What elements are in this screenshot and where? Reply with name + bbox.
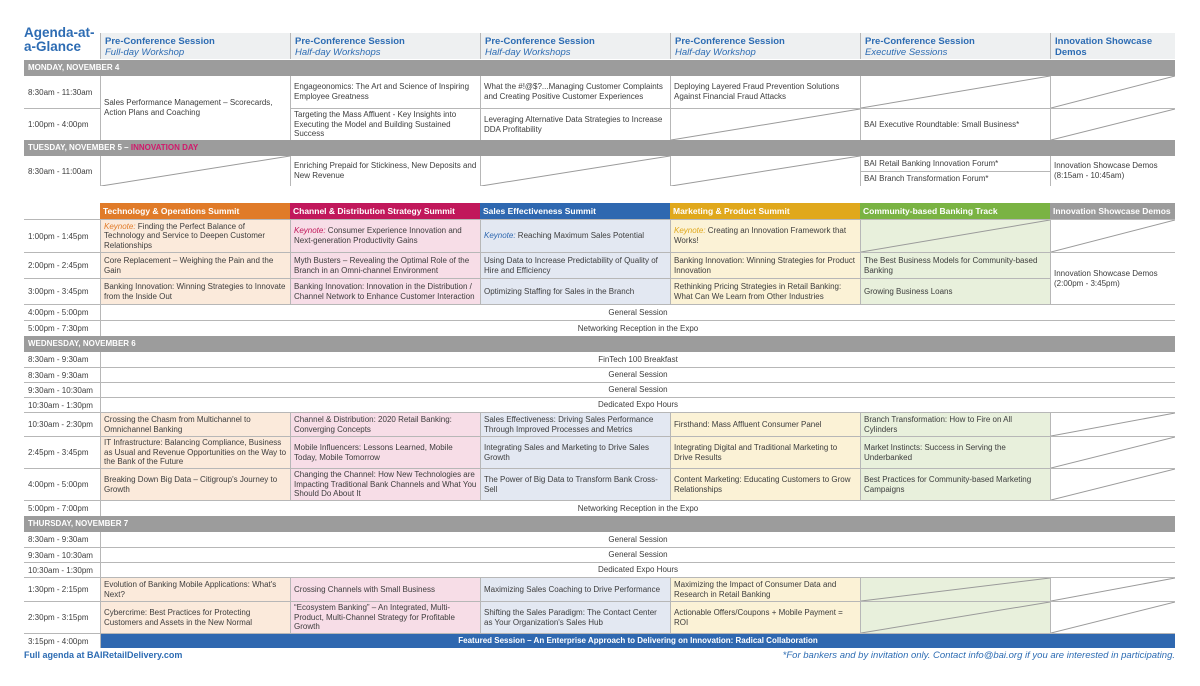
schedule-row [24, 562, 1175, 577]
diagonal-slash [861, 602, 1050, 633]
time-slot: 8:30am - 9:30am [24, 368, 101, 382]
schedule-row [24, 547, 1175, 562]
empty-cell [1051, 437, 1175, 468]
session-cell: Integrating Sales and Marketing to Drive Sales Growth [481, 437, 671, 468]
summit-header: Marketing & Product Summit [670, 203, 860, 219]
day-label: TUESDAY, NOVEMBER 5 – [28, 143, 131, 152]
session-cell: Banking Innovation: Winning Strategies to Innovate from the Inside Out [101, 279, 291, 304]
session-cell: Rethinking Pricing Strategies in Retail Banking: What Can We Learn from Other Industries [671, 279, 861, 304]
plenary-cell: Dedicated Expo Hours [597, 565, 679, 575]
pre-header-title: Innovation Showcase Demos [1055, 36, 1153, 58]
empty-cell [1051, 76, 1175, 108]
plenary-cell: General Session [608, 550, 668, 560]
empty-cell [481, 156, 671, 186]
session-cell: Branch Transformation: How to Fire on All Cylinders [861, 413, 1051, 436]
schedule-row [24, 500, 1175, 516]
plenary-cell: Networking Reception in the Expo [577, 503, 699, 513]
empty-cell [1051, 220, 1175, 252]
empty-cell [861, 220, 1051, 252]
summit-header-row [100, 203, 1175, 219]
schedule-row [24, 532, 1175, 547]
day-header-thursday: THURSDAY, NOVEMBER 7 [24, 516, 1175, 532]
plenary-cell: General Session [608, 370, 668, 380]
diagonal-slash [1051, 76, 1175, 108]
session-text: Creating an Innovation Framework that Works! [674, 226, 847, 245]
empty-cell [1051, 578, 1175, 601]
pre-header-col [290, 33, 480, 59]
time-slot: 8:30am - 9:30am [24, 352, 101, 367]
session-text: Finding the Perfect Balance of Technology and Service to Deepen Customer Relationships [104, 221, 265, 250]
session-cell: BAI Retail Banking Innovation Forum* [864, 158, 999, 168]
session-cell: What the #!@$?...Managing Customer Complaints and Creating Positive Customer Experiences [481, 76, 671, 108]
schedule-row [24, 436, 1175, 468]
time-slot: 3:00pm - 3:45pm [24, 279, 101, 304]
schedule-row [24, 397, 1175, 412]
diagonal-slash [1051, 413, 1175, 436]
schedule-row [24, 278, 1051, 304]
time-slot: 8:30am - 9:30am [24, 532, 101, 547]
time-slot: 5:00pm - 7:00pm [24, 501, 101, 516]
time-slot: 10:30am - 1:30pm [24, 398, 101, 412]
empty-cell [101, 156, 291, 186]
pre-header-title: Pre-Conference Session [105, 36, 215, 47]
session-cell: Targeting the Mass Affluent - Key Insights into Executing the Model and Building Sustained Success [291, 109, 481, 140]
session-cell: Core Replacement – Weighing the Pain and the Gain [101, 253, 291, 278]
plenary-cell: Dedicated Expo Hours [597, 400, 679, 410]
diagonal-slash [861, 220, 1050, 252]
time-slot: 8:30am - 11:30am [24, 76, 101, 108]
diagonal-slash [1051, 578, 1175, 601]
diagonal-slash [1051, 220, 1175, 252]
summit-header: Technology & Operations Summit [100, 203, 290, 219]
diagonal-slash [1051, 437, 1175, 468]
diagonal-slash [1051, 602, 1175, 633]
pre-conference-header-row [100, 33, 1175, 59]
day-header-monday: MONDAY, NOVEMBER 4 [24, 60, 1175, 76]
diagonal-slash [671, 156, 860, 186]
session-text: Reaching Maximum Sales Potential [515, 231, 645, 241]
empty-cell [1051, 602, 1175, 633]
session-cell: BAI Executive Roundtable: Small Business* [861, 109, 1051, 140]
session-cell: Optimizing Staffing for Sales in the Branch [481, 279, 671, 304]
pre-header-col [860, 33, 1050, 59]
day-header-wednesday: WEDNESDAY, NOVEMBER 6 [24, 336, 1175, 352]
session-cell: Engageonomics: The Art and Science of Inspiring Employee Greatness [291, 76, 481, 108]
session-cell: Deploying Layered Fraud Prevention Solutions Against Financial Fraud Attacks [671, 76, 861, 108]
footer-note: *For bankers and by invitation only. Contact info@bai.org if you are interested in participating. [782, 650, 1175, 661]
schedule-row [24, 412, 1175, 436]
session-cell: Myth Busters – Revealing the Optimal Role of the Branch in an Omni-channel Environment [291, 253, 481, 278]
session-cell: Banking Innovation: Innovation in the Distribution / Channel Network to Enhance Customer Interaction [291, 279, 481, 304]
plenary-cell: General Session [608, 307, 668, 317]
empty-cell [1051, 469, 1175, 500]
diagonal-slash [1051, 109, 1175, 140]
schedule-row [24, 367, 1175, 382]
session-cell: Enriching Prepaid for Stickiness, New Deposits and New Revenue [291, 156, 481, 186]
time-slot: 9:30am - 10:30am [24, 548, 101, 562]
schedule-row [24, 304, 1175, 320]
diagonal-slash [101, 156, 290, 186]
schedule-row [24, 577, 1175, 601]
session-cell: Breaking Down Big Data – Citigroup's Journey to Growth [101, 469, 291, 500]
time-slot: 2:00pm - 2:45pm [24, 253, 101, 278]
plenary-cell: General Session [608, 385, 668, 395]
pre-header-title: Pre-Conference Session [675, 36, 785, 47]
pre-header-title: Pre-Conference Session [865, 36, 975, 47]
time-slot: 5:00pm - 7:30pm [24, 321, 101, 336]
session-cell: Banking Innovation: Winning Strategies for Product Innovation [671, 253, 861, 278]
schedule-row [24, 352, 1175, 367]
session-cell: Best Practices for Community-based Marketing Campaigns [861, 469, 1051, 500]
session-cell: Leveraging Alternative Data Strategies to Increase DDA Profitability [481, 109, 671, 140]
schedule-row [24, 382, 1175, 397]
pre-header-subtitle: Executive Sessions [865, 47, 948, 58]
time-slot: 8:30am - 11:00am [24, 156, 101, 186]
time-slot: 3:15pm - 4:00pm [24, 634, 101, 648]
session-cell: Growing Business Loans [861, 279, 1051, 304]
tuesday-am-row [24, 156, 1175, 186]
session-cell: Changing the Channel: How New Technologies are Impacting Traditional Bank Channels and What You Should Do About It [291, 469, 481, 500]
time-slot: 10:30am - 1:30pm [24, 563, 101, 577]
plenary-cell: FinTech 100 Breakfast [598, 354, 678, 364]
session-cell: Using Data to Increase Predictability of Quality of Hire and Efficiency [481, 253, 671, 278]
session-cell: The Best Business Models for Community-based Banking [861, 253, 1051, 278]
session-cell: Maximizing the Impact of Consumer Data and Research in Retail Banking [671, 578, 861, 601]
session-cell: Crossing the Chasm from Multichannel to Omnichannel Banking [101, 413, 291, 436]
session-cell: Cybercrime: Best Practices for Protecting Customers and Assets in the New Normal [101, 602, 291, 633]
pre-header-subtitle: Half-day Workshop [675, 47, 756, 58]
time-slot: 10:30am - 2:30pm [24, 413, 101, 436]
schedule-row [24, 253, 1051, 278]
plenary-cell: General Session [608, 534, 668, 544]
session-cell: Sales Effectiveness: Driving Sales Performance Through Improved Processes and Metrics [481, 413, 671, 436]
schedule-row [24, 601, 1175, 633]
diagonal-slash [861, 578, 1050, 601]
pre-header-subtitle: Half-day Workshops [295, 47, 381, 58]
time-slot: 1:30pm - 2:15pm [24, 578, 101, 601]
innovation-day-label: INNOVATION DAY [130, 143, 199, 152]
diagonal-slash [481, 156, 670, 186]
session-cell: IT Infrastructure: Balancing Compliance, Business as Usual and Revenue Opportunities on the Way to the Bank of the Future [101, 437, 291, 468]
summit-grid [24, 219, 1175, 648]
diagonal-slash [1051, 469, 1175, 500]
day-header-tuesday [24, 140, 1175, 156]
empty-cell [671, 109, 861, 140]
session-cell [291, 220, 481, 252]
featured-session-cell: Featured Session – An Enterprise Approach to Delivering on Innovation: Radical Collaboration [101, 634, 1175, 648]
session-cell: Innovation Showcase Demos (2:00pm - 3:45pm) [1054, 268, 1158, 288]
pre-header-title: Pre-Conference Session [295, 36, 405, 47]
empty-cell [1051, 413, 1175, 436]
session-cell: Sales Performance Management – Scorecards, Action Plans and Coaching [101, 76, 291, 140]
session-cell: Content Marketing: Educating Customers to Grow Relationships [671, 469, 861, 500]
session-cell: Actionable Offers/Coupons + Mobile Payment = ROI [671, 602, 861, 633]
session-cell: Market Instincts: Success in Serving the Underbanked [861, 437, 1051, 468]
pre-header-col [670, 33, 860, 59]
time-slot: 2:30pm - 3:15pm [24, 602, 101, 633]
schedule-row [24, 468, 1175, 500]
empty-cell [861, 602, 1051, 633]
keynote-label: Keynote: [104, 221, 136, 231]
diagonal-slash [861, 76, 1050, 108]
session-cell: Evolution of Banking Mobile Applications: What's Next? [101, 578, 291, 601]
session-cell [101, 220, 291, 252]
time-slot: 1:00pm - 4:00pm [24, 108, 101, 140]
session-cell: “Ecosystem Banking” – An Integrated, Multi-Product, Multi-Channel Strategy for Profitable Growth [291, 602, 481, 633]
summit-header: Channel & Distribution Strategy Summit [290, 203, 480, 219]
keynote-label: Keynote: [674, 226, 706, 236]
empty-cell [1051, 109, 1175, 140]
schedule-block [24, 252, 1175, 304]
keynote-label: Keynote: [484, 231, 516, 241]
pre-header-col [100, 33, 290, 59]
summit-header: Community-based Banking Track [860, 203, 1050, 219]
session-cell: Crossing Channels with Small Business [291, 578, 481, 601]
agenda-grid [24, 60, 1175, 186]
pre-header-subtitle: Full-day Workshop [105, 47, 185, 58]
schedule-row [24, 219, 1175, 252]
session-cell: Maximizing Sales Coaching to Drive Performance [481, 578, 671, 601]
monday-block [24, 76, 1175, 140]
session-text: Consumer Experience Innovation and Next-generation Productivity Gains [294, 226, 462, 245]
diagonal-slash [671, 109, 860, 140]
session-cell: Firsthand: Mass Affluent Consumer Panel [671, 413, 861, 436]
session-cell [481, 220, 671, 252]
summit-header: Sales Effectiveness Summit [480, 203, 670, 219]
time-slot: 2:45pm - 3:45pm [24, 437, 101, 468]
session-cell: Channel & Distribution: 2020 Retail Banking: Converging Concepts [291, 413, 481, 436]
footer-agenda-link[interactable]: Full agenda at BAIRetailDelivery.com [24, 650, 183, 660]
session-cell: BAI Branch Transformation Forum* [861, 171, 1050, 186]
schedule-row [24, 633, 1175, 648]
empty-cell [861, 578, 1051, 601]
session-cell: The Power of Big Data to Transform Bank Cross-Sell [481, 469, 671, 500]
time-slot: 4:00pm - 5:00pm [24, 469, 101, 500]
plenary-cell: Networking Reception in the Expo [577, 323, 699, 333]
time-slot: 4:00pm - 5:00pm [24, 305, 101, 320]
session-cell: Shifting the Sales Paradigm: The Contact Center as Your Organization's Sales Hub [481, 602, 671, 633]
session-cell [671, 220, 861, 252]
pre-header-col [480, 33, 670, 59]
schedule-row [24, 320, 1175, 336]
keynote-label: Keynote: [294, 226, 326, 236]
session-cell: Mobile Influencers: Lessons Learned, Mobile Today, Mobile Tomorrow [291, 437, 481, 468]
time-slot: 1:00pm - 1:45pm [24, 220, 101, 252]
pre-header-title: Pre-Conference Session [485, 36, 595, 47]
pre-header-subtitle: Half-day Workshops [485, 47, 571, 58]
summit-header: Innovation Showcase Demos [1050, 203, 1175, 219]
session-cell: Integrating Digital and Traditional Marketing to Drive Results [671, 437, 861, 468]
session-cell: Innovation Showcase Demos (8:15am - 10:45am) [1054, 161, 1158, 180]
time-slot: 9:30am - 10:30am [24, 383, 101, 397]
page-title: Agenda-at-a-Glance [24, 25, 95, 54]
pre-header-col [1050, 33, 1175, 59]
empty-cell [671, 156, 861, 186]
empty-cell [861, 76, 1051, 108]
